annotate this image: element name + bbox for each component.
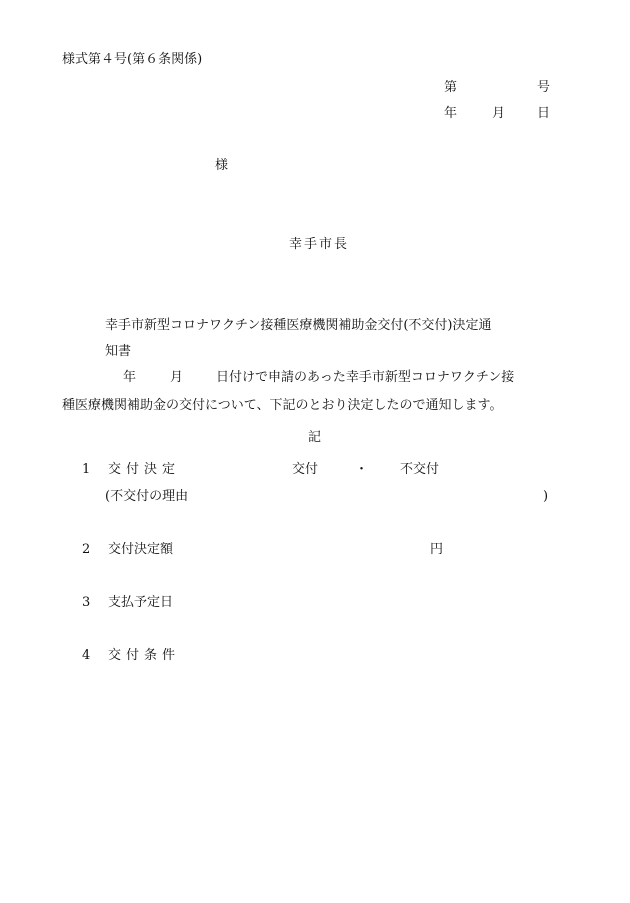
item-1-option-grant: 交付 bbox=[292, 462, 319, 477]
item-2-num: 2 bbox=[82, 542, 91, 557]
date-day: 日 bbox=[537, 106, 551, 121]
body-year: 年 bbox=[123, 370, 137, 385]
body-line-1: 日付けで申請のあった幸手市新型コロナワクチン接 bbox=[216, 370, 515, 385]
ki-heading: 記 bbox=[308, 430, 322, 445]
addressee-suffix: 様 bbox=[215, 158, 229, 173]
ref-dai: 第 bbox=[444, 80, 458, 95]
body-line-2: 種医療機関補助金の交付について、下記のとおり決定したので通知します。 bbox=[62, 398, 503, 413]
item-3-label: 支払予定日 bbox=[108, 595, 174, 610]
title-line-1: 幸手市新型コロナワクチン接種医療機関補助金交付(不交付)決定通 bbox=[105, 318, 492, 333]
item-2-label: 交付決定額 bbox=[108, 542, 174, 557]
reason-open: (不交付の理由 bbox=[105, 489, 189, 504]
item-1-option-separator: ・ bbox=[355, 462, 369, 477]
item-1-label: 交付決定 bbox=[108, 462, 181, 477]
form-label: 様式第４号(第６条関係) bbox=[62, 52, 203, 67]
reason-close: ) bbox=[543, 489, 549, 504]
item-1-option-deny: 不交付 bbox=[400, 462, 440, 477]
item-4-num: 4 bbox=[82, 648, 91, 663]
issuer: 幸手市長 bbox=[289, 237, 350, 252]
item-4-label: 交付条件 bbox=[108, 648, 181, 663]
ref-go: 号 bbox=[537, 80, 551, 95]
item-1-num: 1 bbox=[82, 462, 91, 477]
date-month: 月 bbox=[492, 106, 506, 121]
date-year: 年 bbox=[444, 106, 458, 121]
body-month: 月 bbox=[170, 370, 184, 385]
item-2-unit: 円 bbox=[430, 542, 444, 557]
item-3-num: 3 bbox=[82, 595, 91, 610]
title-line-2: 知書 bbox=[105, 344, 132, 359]
